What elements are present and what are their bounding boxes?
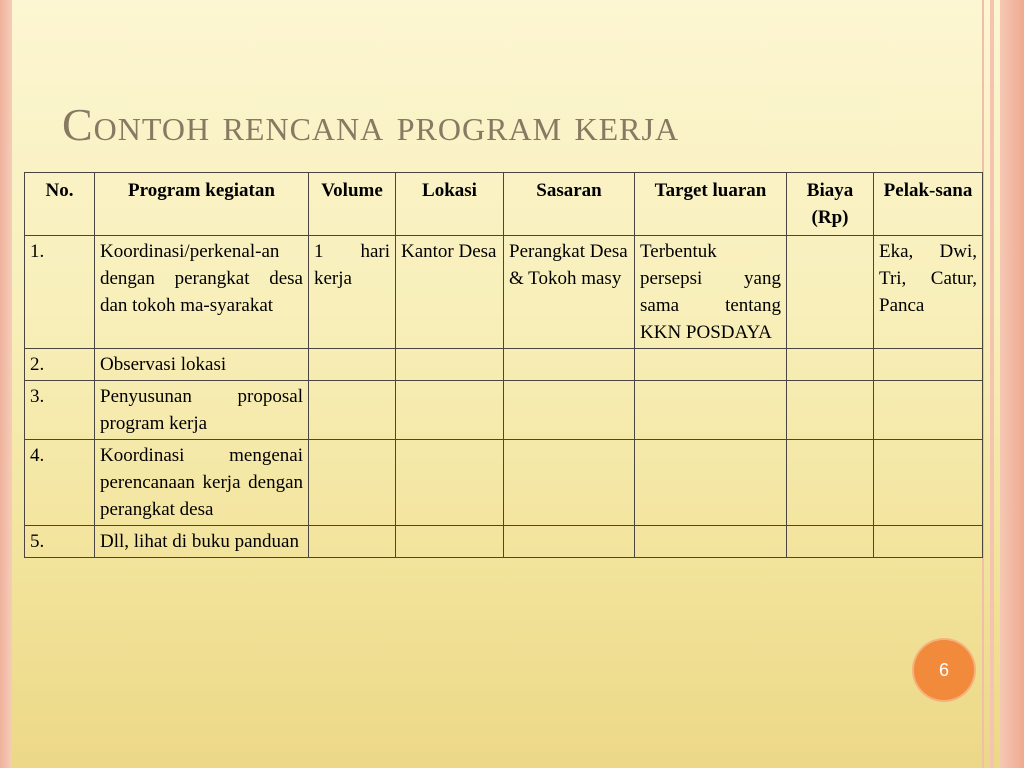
table-header-row [25,173,983,236]
cell-program: Observasi lokasi [95,349,309,381]
cell-pelaksana: Eka, Dwi, Tri, Catur, Panca [874,236,983,349]
cell-no: 4. [25,440,95,526]
page-number-badge: 6 [914,640,974,700]
stripe-wide [1000,0,1024,768]
cell-program: Penyusunan proposal program kerja [95,381,309,440]
cell-volume [309,526,396,558]
cell-lokasi [396,349,504,381]
cell-sasaran [504,381,635,440]
cell-biaya [787,236,874,349]
cell-sasaran [504,526,635,558]
header-no: No. [25,173,95,236]
header-sasaran: Sasaran [504,173,635,236]
cell-volume [309,381,396,440]
table-row [25,526,983,558]
cell-lokasi: Kantor Desa [396,236,504,349]
cell-pelaksana [874,381,983,440]
table-row [25,381,983,440]
cell-no: 1. [25,236,95,349]
header-lokasi: Lokasi [396,173,504,236]
left-decorative-bar [0,0,12,768]
cell-sasaran [504,349,635,381]
cell-program: Koordinasi mengenai perencanaan kerja dengan perangkat desa [95,440,309,526]
header-target: Target luaran [635,173,787,236]
cell-program: Dll, lihat di buku panduan [95,526,309,558]
cell-volume [309,349,396,381]
cell-pelaksana [874,440,983,526]
cell-target: Terbentuk persepsi yang sama tentang KKN POSDAYA [635,236,787,349]
cell-biaya [787,381,874,440]
cell-program: Koordinasi/perkenal-an dengan perangkat desa dan tokoh ma-syarakat [95,236,309,349]
stripe-medium [990,0,994,768]
table-row [25,349,983,381]
cell-lokasi [396,381,504,440]
cell-volume [309,440,396,526]
cell-biaya [787,440,874,526]
cell-no: 5. [25,526,95,558]
cell-target [635,381,787,440]
header-pelaksana: Pelak-sana [874,173,983,236]
program-plan-table [24,172,983,558]
slide-title: Contoh rencana program kerja [62,99,680,150]
header-volume: Volume [309,173,396,236]
cell-lokasi [396,440,504,526]
cell-biaya [787,349,874,381]
cell-target [635,440,787,526]
cell-target [635,526,787,558]
cell-pelaksana [874,526,983,558]
cell-sasaran: Perangkat Desa & Tokoh masy [504,236,635,349]
cell-pelaksana [874,349,983,381]
cell-no: 2. [25,349,95,381]
header-biaya: Biaya (Rp) [787,173,874,236]
table-row [25,236,983,349]
header-program: Program kegiatan [95,173,309,236]
cell-volume: 1 hari kerja [309,236,396,349]
table-row [25,440,983,526]
cell-lokasi [396,526,504,558]
cell-biaya [787,526,874,558]
cell-sasaran [504,440,635,526]
cell-no: 3. [25,381,95,440]
cell-target [635,349,787,381]
